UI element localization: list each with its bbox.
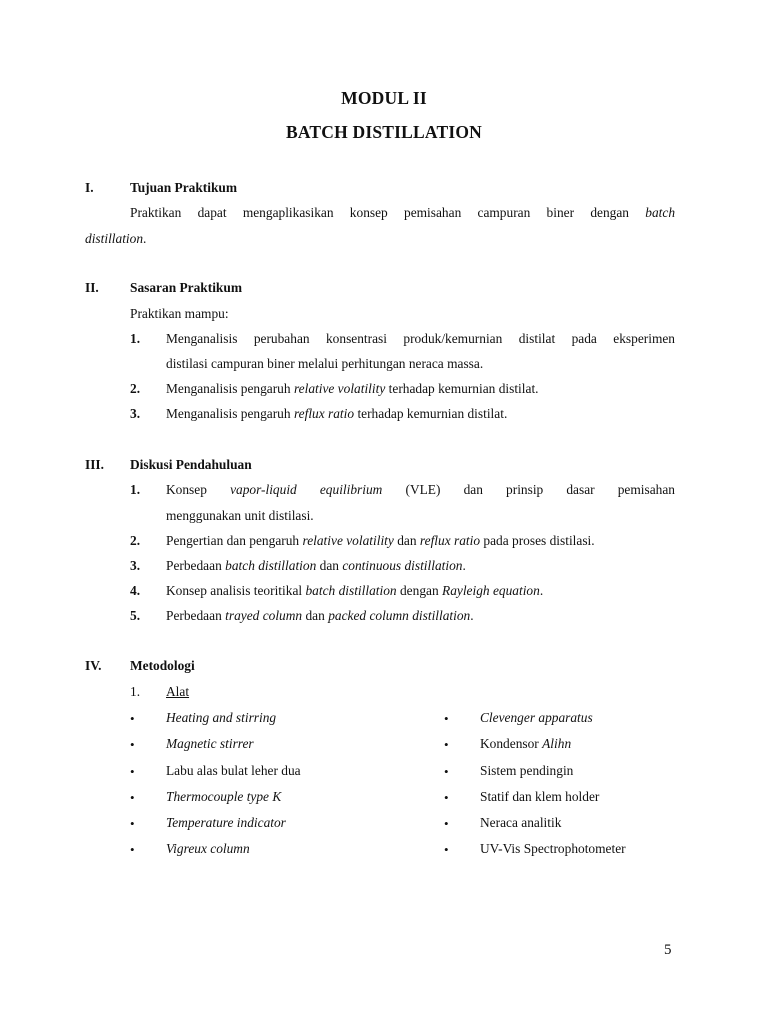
equipment-item: Clevenger apparatus	[480, 710, 593, 725]
section-3-number: III.	[85, 457, 104, 472]
section-2-item-3-number: 3.	[130, 406, 141, 421]
section-3-item-1-line1: Konsep vapor-liquid equilibrium (VLE) dan prinsip dasar pemisahan	[166, 482, 676, 497]
section-3-item-2-number: 2.	[130, 533, 141, 548]
equipment-item: UV-Vis Spectrophotometer	[480, 841, 626, 856]
section-2-heading: Sasaran Praktikum	[130, 280, 242, 295]
section-2-intro: Praktikan mampu:	[130, 306, 229, 321]
equipment-item: Kondensor Alihn	[480, 736, 572, 751]
equipment-item: Magnetic stirrer	[166, 736, 254, 751]
bullet-icon: •	[130, 737, 135, 752]
section-3-item-3-number: 3.	[130, 558, 141, 573]
bullet-icon: •	[130, 816, 135, 831]
section-1-paragraph-line1: Praktikan dapat mengaplikasikan konsep pemisahan campuran biner dengan batch	[130, 205, 676, 220]
equipment-item: Neraca analitik	[480, 815, 562, 830]
bullet-icon: •	[130, 764, 135, 779]
bullet-icon: •	[444, 764, 449, 779]
section-1-paragraph-line2: distillation.	[85, 231, 147, 246]
section-2-item-2-number: 2.	[130, 381, 141, 396]
module-label: MODUL II	[341, 88, 427, 108]
bullet-icon: •	[444, 816, 449, 831]
section-1-heading: Tujuan Praktikum	[130, 180, 238, 195]
section-3-item-5-number: 5.	[130, 608, 141, 623]
section-1-number: I.	[85, 180, 94, 195]
section-3-item-4: Konsep analisis teoritikal batch distillation dengan Rayleigh equation.	[166, 583, 544, 598]
section-3-item-3: Perbedaan batch distillation dan continuous distillation.	[166, 558, 466, 573]
section-2-item-1-number: 1.	[130, 331, 141, 346]
page-number: 5	[664, 942, 672, 958]
section-2-item-1-line1: Menganalisis perubahan konsentrasi produk/kemurnian distilat pada eksperimen	[166, 331, 675, 346]
bullet-icon: •	[130, 711, 135, 726]
equipment-item: Thermocouple type K	[166, 789, 282, 804]
bullet-icon: •	[444, 711, 449, 726]
equipment-item: Statif dan klem holder	[480, 789, 600, 804]
section-3-item-4-number: 4.	[130, 583, 141, 598]
subsection-number: 1.	[130, 684, 141, 699]
section-4-heading: Metodologi	[130, 658, 195, 673]
equipment-item: Vigreux column	[166, 841, 250, 856]
section-3-item-5: Perbedaan trayed column dan packed column distillation.	[166, 608, 474, 623]
equipment-item: Labu alas bulat leher dua	[166, 763, 301, 778]
section-2-item-3: Menganalisis pengaruh reflux ratio terhadap kemurnian distilat.	[166, 406, 508, 421]
section-4-number: IV.	[85, 658, 102, 673]
section-3-heading: Diskusi Pendahuluan	[130, 457, 252, 472]
section-2-item-2: Menganalisis pengaruh relative volatility terhadap kemurnian distilat.	[166, 381, 539, 396]
section-3-item-1-number: 1.	[130, 482, 141, 497]
bullet-icon: •	[130, 790, 135, 805]
bullet-icon: •	[444, 737, 449, 752]
bullet-icon: •	[444, 842, 449, 857]
bullet-icon: •	[130, 842, 135, 857]
bullet-icon: •	[444, 790, 449, 805]
equipment-item: Sistem pendingin	[480, 763, 574, 778]
section-3-item-2: Pengertian dan pengaruh relative volatility dan reflux ratio pada proses distilasi.	[166, 533, 595, 548]
section-2-item-1-line2: distilasi campuran biner melalui perhitungan neraca massa.	[166, 356, 484, 371]
equipment-item: Temperature indicator	[166, 815, 286, 830]
page-title: BATCH DISTILLATION	[286, 122, 482, 142]
subsection-label: Alat	[166, 684, 190, 699]
section-2-number: II.	[85, 280, 99, 295]
section-3-item-1-line2: menggunakan unit distilasi.	[166, 508, 314, 523]
equipment-item: Heating and stirring	[166, 710, 277, 725]
